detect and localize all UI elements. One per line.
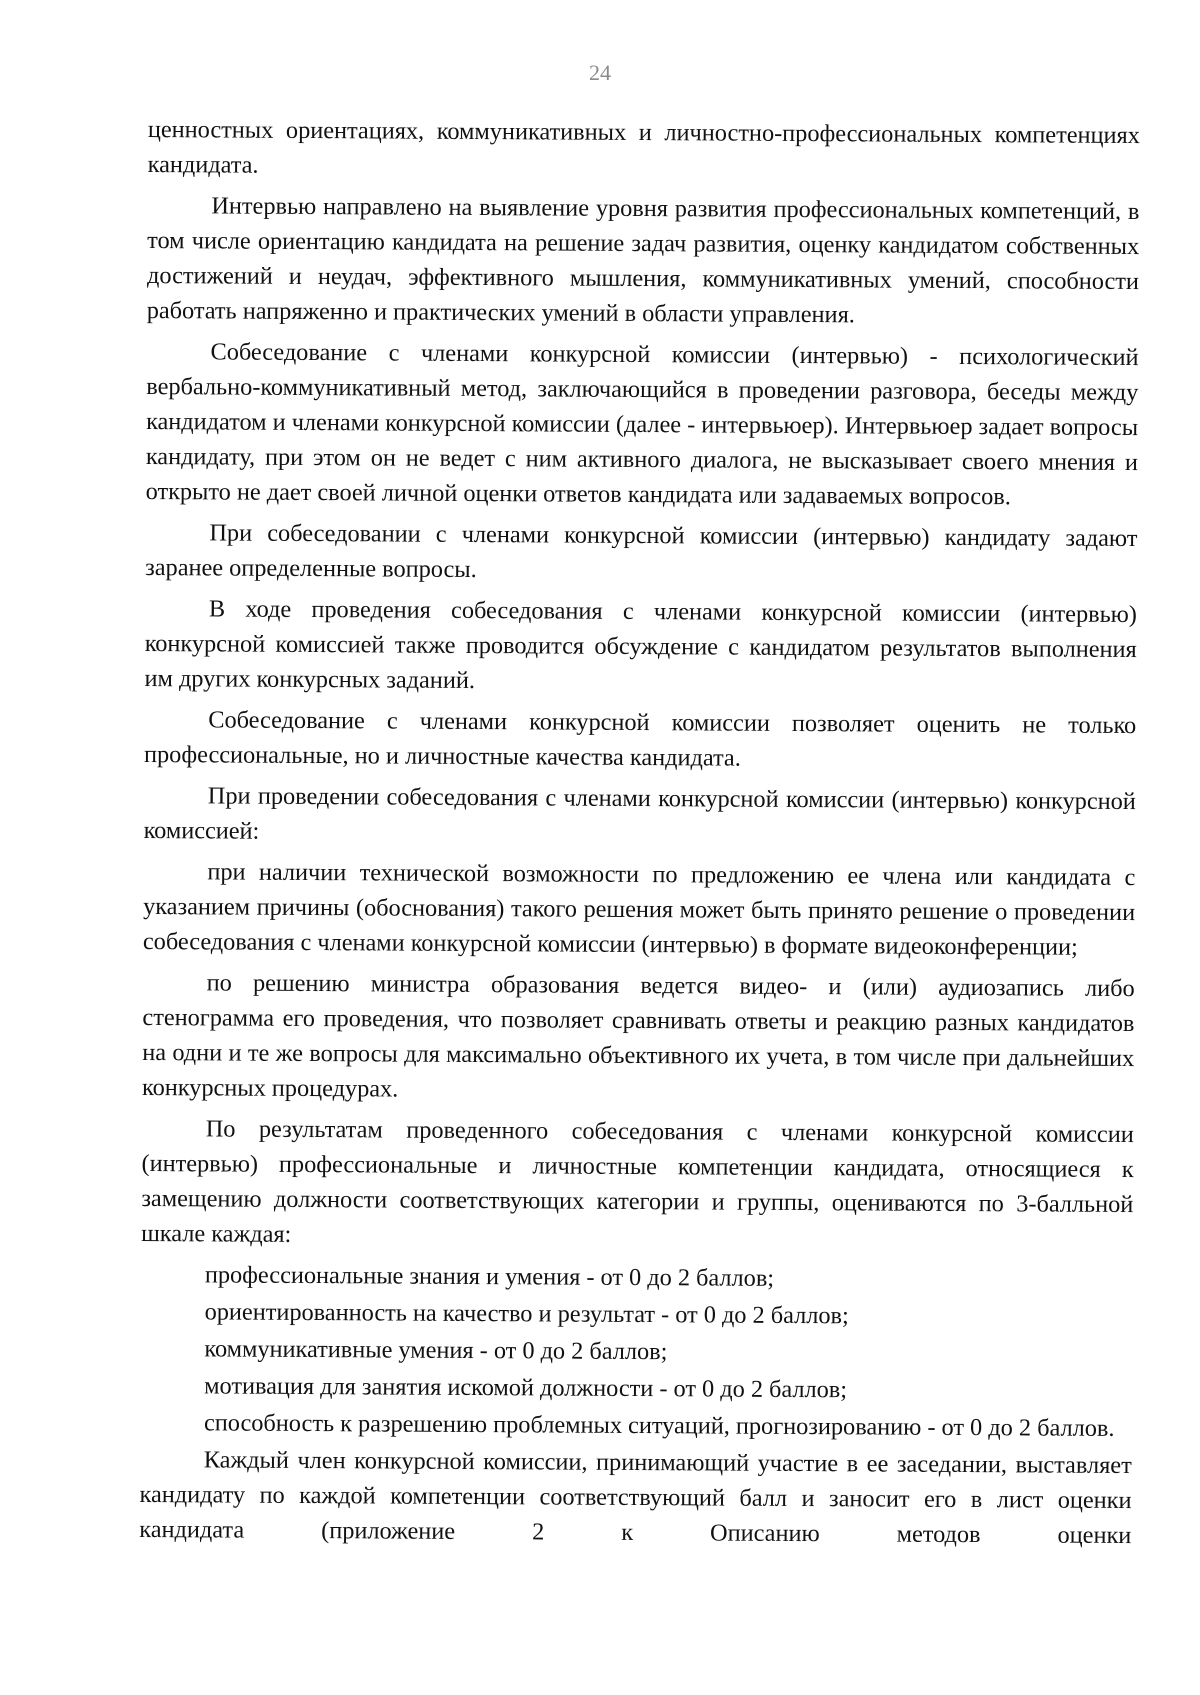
- criteria-item: мотивация для занятия искомой должности - от 0 до 2 баллов;: [204, 1372, 848, 1404]
- criteria-item: ориентированность на качество и результат - от 0 до 2 баллов;: [204, 1298, 849, 1330]
- paragraph: При проведении собеседования с членами конкурсной комиссии (интервью) конкурсной комиссией:: [143, 782, 1136, 845]
- paragraph: При собеседовании с членами конкурсной комиссии (интервью) кандидату задают заранее определенные вопросы.: [145, 519, 1138, 584]
- page-number: 24: [589, 60, 611, 85]
- paragraph: при наличии технической возможности по предложению ее члена или кандидата с указанием причины (обоснования) такого решения может быть принято решение о проведении собеседования с членами конкурсной комиссии (интервью) в формате видеоконференции;: [142, 858, 1136, 961]
- criteria-item: способность к разрешению проблемных ситуаций, прогнозированию - от 0 до 2 баллов.: [203, 1409, 1115, 1442]
- criteria-item: профессиональные знания и умения - от 0 до 2 баллов;: [204, 1261, 775, 1292]
- paragraph: Собеседование с членами конкурсной комиссии (интервью) - психологический вербально-коммуникативный метод, заключающийся в проведении разговора, беседы между кандидатом и членами конкурсной комиссии (далее - интервьюер). Интервьюер задает вопросы кандидату, при этом он не ведет с ним активного диалога, не высказывает своего мнения и открыто не дает своей личной оценки ответов кандидата или задаваемых вопросов.: [145, 338, 1139, 511]
- paragraph: ценностных ориентациях, коммуникативных и личностно-профессиональных компетенциях кандидата.: [147, 115, 1140, 179]
- final-paragraph: Каждый член конкурсной комиссии, принимающий участие в ее заседании, выставляет кандидату по каждой компетенции соответствующий балл и заносит его в лист оценки кандидата (приложение 2 к Описанию методов оценки: [139, 1446, 1132, 1550]
- criteria-item: коммуникативные умения - от 0 до 2 баллов;: [204, 1335, 668, 1366]
- document-body: [139, 112, 1140, 1559]
- paragraph: Интервью направлено на выявление уровня развития профессиональных компетенций, в том числе ориентацию кандидата на решение задач развития, оценку кандидатом собственных достижений и неудач, эффективного мышления, коммуникативных умений, способности работать напряженно и практических умений в области управления.: [146, 192, 1140, 329]
- paragraph: В ходе проведения собеседования с членами конкурсной комиссии (интервью) конкурсной комиссией также проводится обсуждение с кандидатом результатов выполнения им других конкурсных заданий.: [144, 595, 1138, 695]
- paragraph: По результатам проведенного собеседования с членами конкурсной комиссии (интервью) профессиональные и личностные компетенции кандидата, относящиеся к замещению должности соответствующих категории и группы, оцениваются по 3-балльной шкале каждая:: [141, 1115, 1134, 1248]
- paragraph: по решению министра образования ведется видео- и (или) аудиозапись либо стенограмма его проведения, что позволяет сравнивать ответы и реакцию разных кандидатов на одни и те же вопросы для максимально объективного их учета, в том числе при дальнейших конкурсных процедурах.: [141, 969, 1135, 1103]
- paragraph: Собеседование с членами конкурсной комиссии позволяет оценить не только профессиональные, но и личностные качества кандидата.: [143, 706, 1137, 772]
